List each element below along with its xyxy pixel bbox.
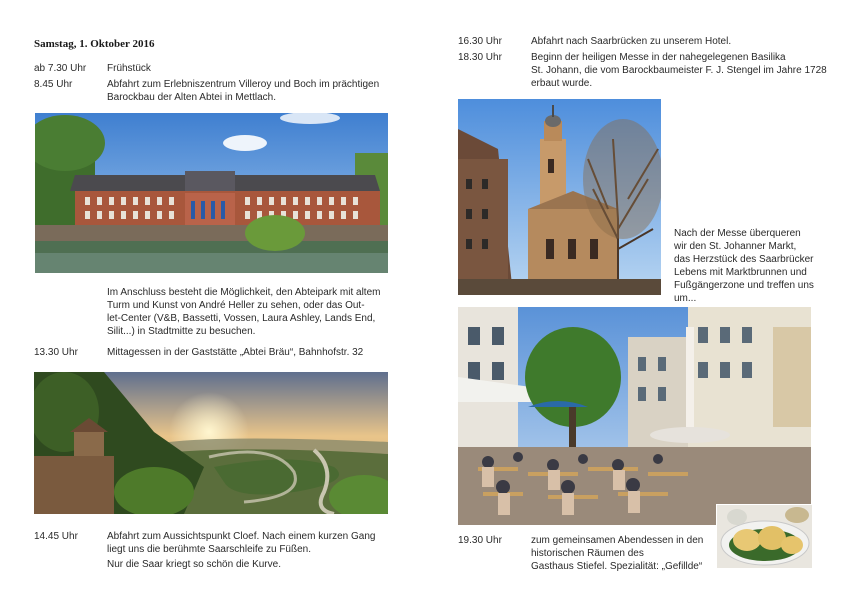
- schedule-text: Abfahrt zum Aussichtspunkt Cloef. Nach einem kurzen Gang liegt uns die berühmte Saarschleife zu Füßen. Nur die Saar kriegt so schön die Kurve.: [107, 531, 376, 570]
- schedule-text: Abfahrt zum Erlebniszentrum Villeroy und Boch im prächtigen Barockbau der Alten Abtei in Mettlach.: [107, 79, 380, 103]
- time-label: 18.30 Uhr: [458, 52, 502, 63]
- abbey-photo: [35, 113, 388, 273]
- schedule-text: Frühstück: [107, 63, 151, 74]
- saarschleife-photo: [34, 372, 388, 514]
- market-square-photo: [458, 307, 811, 525]
- schedule-text: Mittagessen in der Gaststätte „Abtei Bräu“, Bahnhofstr. 32: [107, 347, 364, 358]
- schedule-text: Abfahrt nach Saarbrücken zu unserem Hotel.: [531, 36, 732, 47]
- time-label: 8.45 Uhr: [34, 79, 73, 90]
- basilica-photo: [458, 99, 661, 295]
- market-paragraph: Nach der Messe überqueren wir den St. Johanner Markt, das Herzstück des Saarbrücker Lebens mit Marktbrunnen und Fußgängerzone und treffen uns um...: [674, 228, 814, 304]
- time-label: 14.45 Uhr: [34, 531, 78, 542]
- abbey-park-paragraph: Im Anschluss besteht die Möglichkeit, den Abteipark mit altem Turm und Kunst von André Heller zu sehen, oder das Out- let-Center (V&B, Bassetti, Vossen, Laura Ashley, Lands End, Silit...) in Stadtmitte zu besuchen.: [107, 287, 381, 337]
- schedule-text: zum gemeinsamen Abendessen in den historischen Räumen des Gasthaus Stiefel. Spezialität: „Gefillde“: [531, 535, 704, 572]
- time-label: 13.30 Uhr: [34, 347, 78, 358]
- time-label: 19.30 Uhr: [458, 535, 502, 546]
- date-heading: Samstag, 1. Oktober 2016: [34, 38, 155, 50]
- schedule-text: Beginn der heiligen Messe in der nahegelegenen Basilika St. Johann, die vom Barockbaumeister F. J. Stengel im Jahre 1728 erbaut wurde.: [531, 52, 827, 89]
- time-label: 16.30 Uhr: [458, 36, 502, 47]
- dumplings-photo: [716, 504, 813, 569]
- time-label: ab 7.30 Uhr: [34, 63, 87, 74]
